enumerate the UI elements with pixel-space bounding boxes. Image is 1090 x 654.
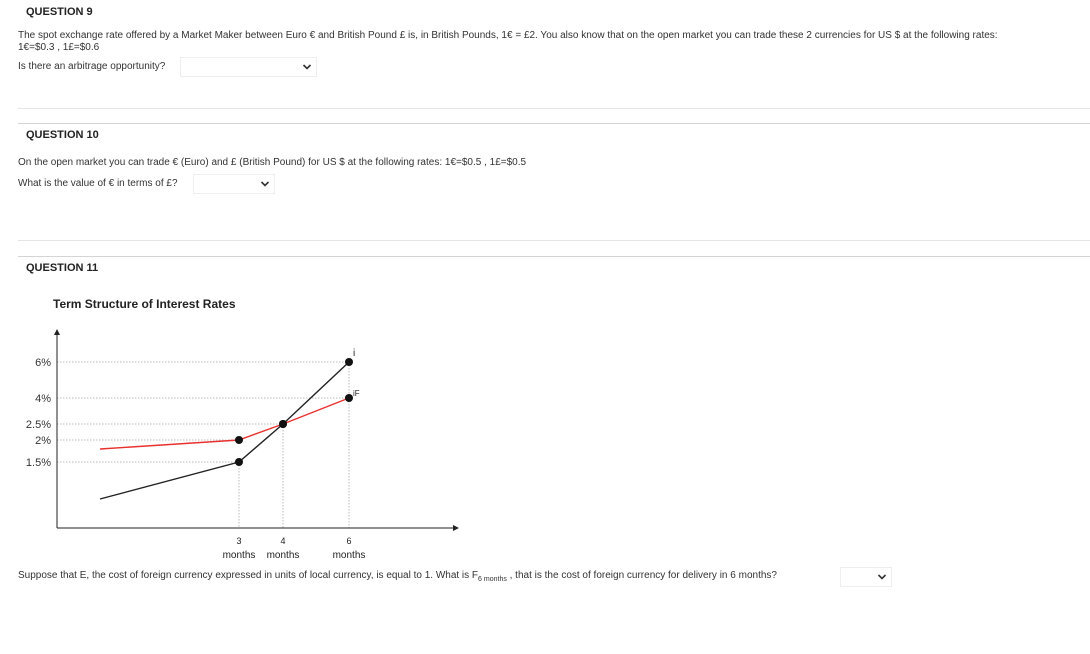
series-line-i [100, 362, 349, 499]
question-9-text-line1: The spot exchange rate offered by a Market Maker between Euro € and British Pound £ is, in British Pounds, 1€ = £2. You also know that on the open market you can trade these 2 currencies for US $ at the following rates: [18, 30, 998, 41]
question-10-text-line1: On the open market you can trade € (Euro) and £ (British Pound) for US $ at the following rates: 1€=$0.5 , 1£=$0.5 [18, 157, 527, 168]
y-axis-arrow [54, 329, 60, 335]
x-tick-unit-label: months [332, 550, 366, 561]
question-9-text-line2: 1€=$0.3 , 1£=$0.6 [18, 42, 100, 53]
question-11-text [18, 570, 777, 581]
x-tick-unit-label: months [266, 550, 300, 561]
y-tick-label: 2.5% [25, 419, 51, 431]
chevron-down-icon [260, 180, 270, 188]
question-11-text-before: Suppose that E, the cost of foreign currency expressed in units of local currency, is equal to 1. What is F [18, 570, 479, 581]
data-point [235, 436, 243, 444]
divider [18, 123, 1090, 124]
series-label-i: i [353, 348, 356, 359]
question-11-subscript: 6 months [478, 576, 507, 583]
term-structure-chart [0, 290, 480, 570]
x-tick-label: 3 [236, 536, 242, 546]
x-tick-label: 4 [280, 536, 286, 546]
series-label-iF: iF [353, 389, 360, 398]
divider [18, 108, 1090, 109]
question-11-answer-select[interactable] [840, 567, 892, 587]
question-9-title: QUESTION 9 [26, 6, 93, 18]
chart-title: Term Structure of Interest Rates [53, 297, 236, 311]
question-10-prompt: What is the value of € in terms of £? [18, 178, 178, 189]
data-point [279, 420, 287, 428]
data-point [235, 458, 243, 466]
question-10-title: QUESTION 10 [26, 129, 99, 141]
y-tick-label: 6% [35, 357, 51, 369]
question-10-answer-select[interactable] [193, 174, 275, 194]
question-9-answer-select[interactable] [180, 57, 317, 77]
y-tick-label: 4% [35, 393, 51, 405]
y-tick-label: 2% [35, 435, 51, 447]
data-point [345, 394, 353, 402]
divider [18, 240, 1090, 241]
x-tick-label: 6 [346, 536, 352, 546]
series-line-iF [100, 398, 349, 449]
y-tick-label: 1.5% [25, 457, 51, 469]
question-9-prompt: Is there an arbitrage opportunity? [18, 61, 166, 72]
question-11-text-after: , that is the cost of foreign currency for delivery in 6 months? [506, 570, 777, 581]
chevron-down-icon [877, 573, 887, 581]
chevron-down-icon [302, 63, 312, 71]
x-tick-unit-label: months [222, 550, 256, 561]
divider [18, 256, 1090, 257]
question-11-title: QUESTION 11 [26, 262, 99, 274]
data-point [345, 358, 353, 366]
x-axis-arrow [453, 525, 459, 531]
